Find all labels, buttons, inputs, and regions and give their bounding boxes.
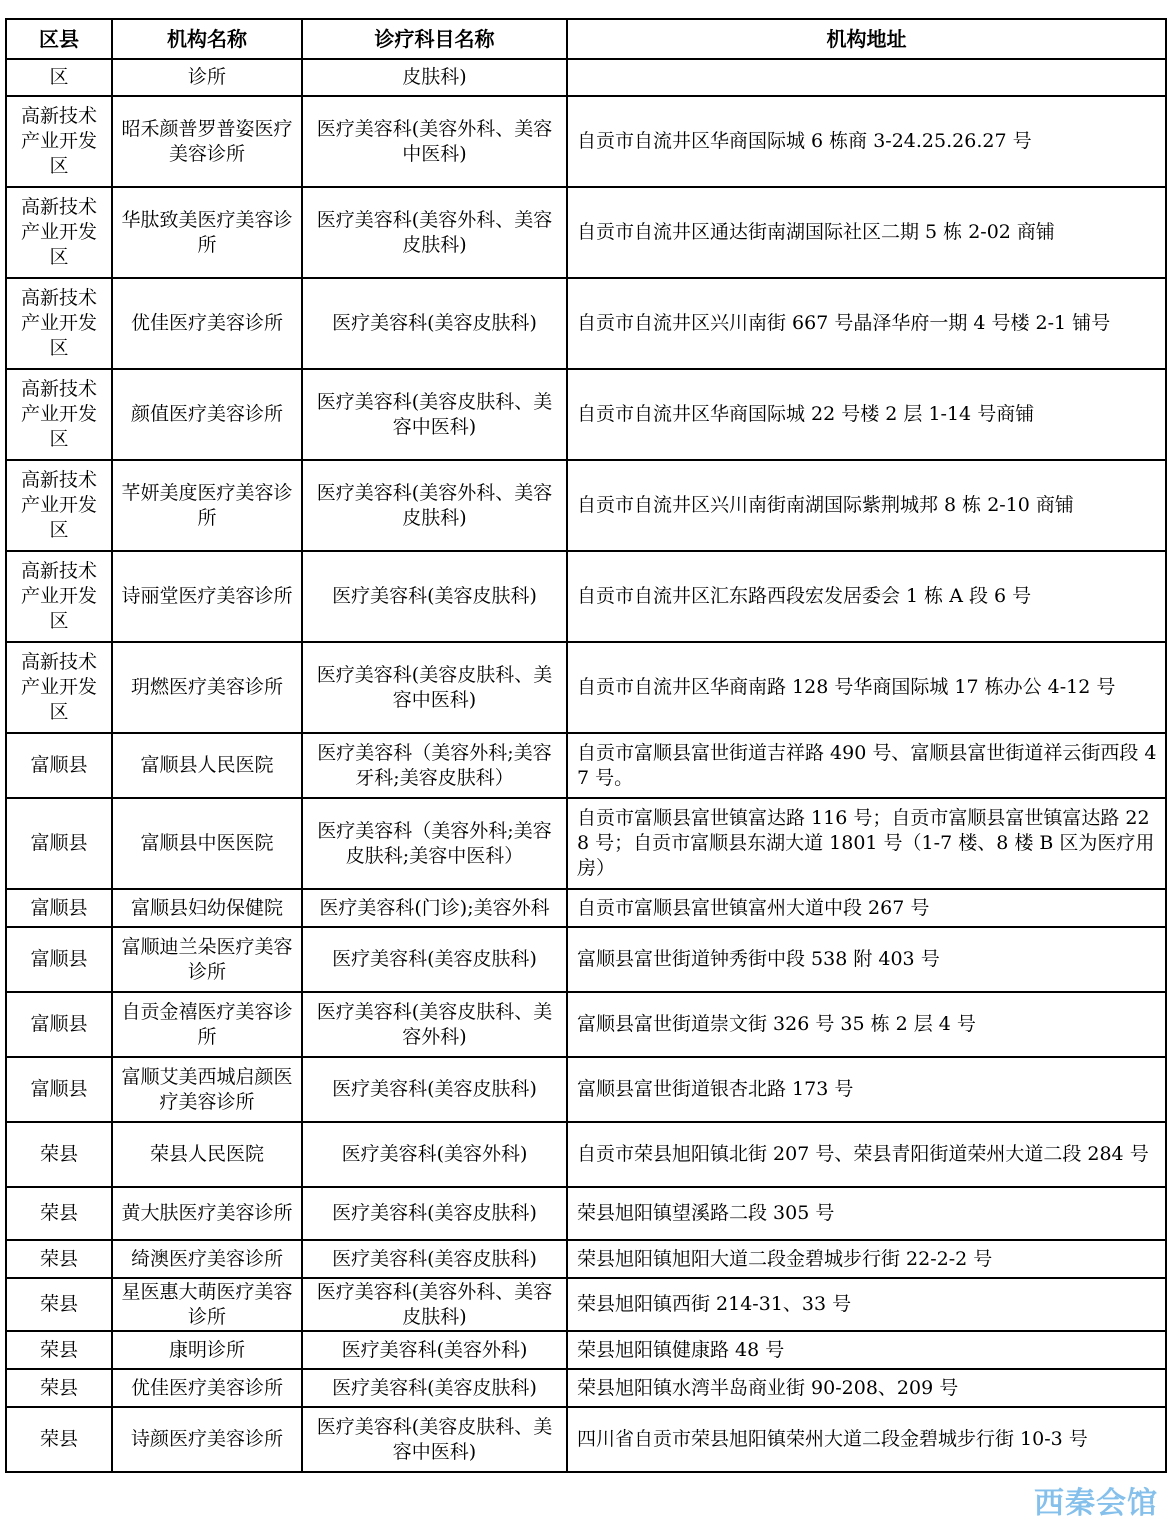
header-address: 机构地址 [567, 19, 1166, 59]
cell-department: 医疗美容科（美容外科;美容皮肤科;美容中医科） [302, 798, 567, 889]
table-row [6, 1278, 1166, 1331]
header-institution-name: 机构名称 [112, 19, 302, 59]
cell-address: 自贡市富顺县富世镇富达路 116 号；自贡市富顺县富世镇富达路 228 号；自贡市富顺县东湖大道 1801 号（1-7 楼、8 楼 B 区为医疗用房） [567, 798, 1166, 889]
header-department: 诊疗科目名称 [302, 19, 567, 59]
cell-address: 自贡市自流井区华商南路 128 号华商国际城 17 栋办公 4-12 号 [567, 642, 1166, 733]
table-row [6, 96, 1166, 187]
table-row [6, 992, 1166, 1057]
cell-institution-name: 康明诊所 [112, 1331, 302, 1369]
cell-district: 高新技术产业开发区 [6, 642, 112, 733]
cell-department: 医疗美容科(美容皮肤科、美容中医科) [302, 369, 567, 460]
table-row [6, 927, 1166, 992]
cell-institution-name: 诗颜医疗美容诊所 [112, 1407, 302, 1472]
table-row [6, 642, 1166, 733]
cell-department: 医疗美容科(美容皮肤科) [302, 927, 567, 992]
cell-address: 四川省自贡市荣县旭阳镇荣州大道二段金碧城步行街 10-3 号 [567, 1407, 1166, 1472]
cell-address: 富顺县富世街道崇文街 326 号 35 栋 2 层 4 号 [567, 992, 1166, 1057]
cell-institution-name: 芊妍美度医疗美容诊所 [112, 460, 302, 551]
cell-address: 自贡市自流井区兴川南街 667 号晶泽华府一期 4 号楼 2-1 铺号 [567, 278, 1166, 369]
watermark-logo: 西秦会馆 [1034, 1486, 1158, 1521]
cell-district: 高新技术产业开发区 [6, 551, 112, 642]
cell-district: 富顺县 [6, 733, 112, 798]
cell-department: 医疗美容科(美容外科、美容皮肤科) [302, 460, 567, 551]
cell-address: 自贡市自流井区通达街南湖国际社区二期 5 栋 2-02 商铺 [567, 187, 1166, 278]
cell-address: 荣县旭阳镇旭阳大道二段金碧城步行街 22-2-2 号 [567, 1240, 1166, 1278]
cell-address: 荣县旭阳镇健康路 48 号 [567, 1331, 1166, 1369]
cell-institution-name: 玥燃医疗美容诊所 [112, 642, 302, 733]
cell-address: 荣县旭阳镇望溪路二段 305 号 [567, 1187, 1166, 1240]
cell-institution-name: 优佳医疗美容诊所 [112, 278, 302, 369]
cell-department: 医疗美容科(美容皮肤科、美容中医科) [302, 642, 567, 733]
table-row [6, 460, 1166, 551]
cell-institution-name: 星医惠大萌医疗美容诊所 [112, 1278, 302, 1331]
cell-department: 医疗美容科(门诊);美容外科 [302, 889, 567, 927]
cell-institution-name: 自贡金禧医疗美容诊所 [112, 992, 302, 1057]
cell-department: 医疗美容科(美容皮肤科、美容中医科) [302, 1407, 567, 1472]
cell-institution-name: 昭禾颜普罗普姿医疗美容诊所 [112, 96, 302, 187]
header-district: 区县 [6, 19, 112, 59]
cell-address: 富顺县富世街道钟秀街中段 538 附 403 号 [567, 927, 1166, 992]
cell-institution-name: 富顺县妇幼保健院 [112, 889, 302, 927]
table-row [6, 1187, 1166, 1240]
cell-department: 医疗美容科(美容皮肤科) [302, 278, 567, 369]
cell-institution-name: 富顺县中医医院 [112, 798, 302, 889]
cell-address: 自贡市自流井区华商国际城 22 号楼 2 层 1-14 号商铺 [567, 369, 1166, 460]
table-row [6, 278, 1166, 369]
cell-district: 区 [6, 59, 112, 96]
cell-district: 富顺县 [6, 798, 112, 889]
cell-department: 医疗美容科(美容外科) [302, 1331, 567, 1369]
cell-department: 医疗美容科(美容皮肤科) [302, 1369, 567, 1407]
cell-district: 荣县 [6, 1331, 112, 1369]
cell-department: 医疗美容科(美容外科) [302, 1122, 567, 1187]
cell-address: 自贡市富顺县富世街道吉祥路 490 号、富顺县富世街道祥云街西段 47 号。 [567, 733, 1166, 798]
cell-district: 荣县 [6, 1407, 112, 1472]
cell-department: 医疗美容科(美容皮肤科) [302, 1187, 567, 1240]
table-row [6, 59, 1166, 96]
table-row [6, 798, 1166, 889]
cell-department: 医疗美容科(美容皮肤科、美容外科) [302, 992, 567, 1057]
table-row [6, 187, 1166, 278]
cell-institution-name: 富顺迪兰朵医疗美容诊所 [112, 927, 302, 992]
cell-district: 荣县 [6, 1240, 112, 1278]
cell-institution-name: 颜值医疗美容诊所 [112, 369, 302, 460]
cell-district: 荣县 [6, 1278, 112, 1331]
header-row [6, 19, 1166, 59]
table-row [6, 1057, 1166, 1122]
cell-institution-name: 富顺艾美西城启颜医疗美容诊所 [112, 1057, 302, 1122]
table-row [6, 551, 1166, 642]
cell-district: 高新技术产业开发区 [6, 187, 112, 278]
table-row [6, 889, 1166, 927]
cell-institution-name: 优佳医疗美容诊所 [112, 1369, 302, 1407]
cell-district: 荣县 [6, 1122, 112, 1187]
cell-department: 医疗美容科（美容外科;美容牙科;美容皮肤科） [302, 733, 567, 798]
cell-department: 医疗美容科(美容外科、美容皮肤科) [302, 1278, 567, 1331]
table-row [6, 369, 1166, 460]
cell-district: 高新技术产业开发区 [6, 96, 112, 187]
cell-address: 自贡市自流井区兴川南街南湖国际紫荆城邦 8 栋 2-10 商铺 [567, 460, 1166, 551]
cell-address [567, 59, 1166, 96]
table-row [6, 1407, 1166, 1472]
cell-district: 富顺县 [6, 1057, 112, 1122]
cell-address: 荣县旭阳镇水湾半岛商业街 90-208、209 号 [567, 1369, 1166, 1407]
table-row [6, 733, 1166, 798]
cell-institution-name: 富顺县人民医院 [112, 733, 302, 798]
cell-department: 医疗美容科(美容皮肤科) [302, 1240, 567, 1278]
cell-department: 皮肤科) [302, 59, 567, 96]
cell-address: 自贡市荣县旭阳镇北街 207 号、荣县青阳街道荣州大道二段 284 号 [567, 1122, 1166, 1187]
cell-address: 自贡市自流井区华商国际城 6 栋商 3-24.25.26.27 号 [567, 96, 1166, 187]
cell-district: 高新技术产业开发区 [6, 278, 112, 369]
cell-department: 医疗美容科(美容皮肤科) [302, 551, 567, 642]
institution-table [5, 18, 1167, 1473]
cell-district: 富顺县 [6, 992, 112, 1057]
cell-address: 自贡市富顺县富世镇富州大道中段 267 号 [567, 889, 1166, 927]
cell-district: 高新技术产业开发区 [6, 369, 112, 460]
cell-address: 荣县旭阳镇西街 214-31、33 号 [567, 1278, 1166, 1331]
cell-institution-name: 荣县人民医院 [112, 1122, 302, 1187]
cell-address: 富顺县富世街道银杏北路 173 号 [567, 1057, 1166, 1122]
cell-institution-name: 诊所 [112, 59, 302, 96]
cell-institution-name: 黄大肤医疗美容诊所 [112, 1187, 302, 1240]
cell-institution-name: 华肽致美医疗美容诊所 [112, 187, 302, 278]
cell-district: 富顺县 [6, 889, 112, 927]
cell-department: 医疗美容科(美容外科、美容皮肤科) [302, 187, 567, 278]
cell-address: 自贡市自流井区汇东路西段宏发居委会 1 栋 A 段 6 号 [567, 551, 1166, 642]
cell-institution-name: 诗丽堂医疗美容诊所 [112, 551, 302, 642]
cell-district: 富顺县 [6, 927, 112, 992]
cell-district: 荣县 [6, 1187, 112, 1240]
cell-department: 医疗美容科(美容外科、美容中医科) [302, 96, 567, 187]
cell-department: 医疗美容科(美容皮肤科) [302, 1057, 567, 1122]
table-row [6, 1369, 1166, 1407]
table-row [6, 1240, 1166, 1278]
cell-district: 荣县 [6, 1369, 112, 1407]
cell-district: 高新技术产业开发区 [6, 460, 112, 551]
table-row [6, 1331, 1166, 1369]
cell-institution-name: 绮澳医疗美容诊所 [112, 1240, 302, 1278]
table-row [6, 1122, 1166, 1187]
